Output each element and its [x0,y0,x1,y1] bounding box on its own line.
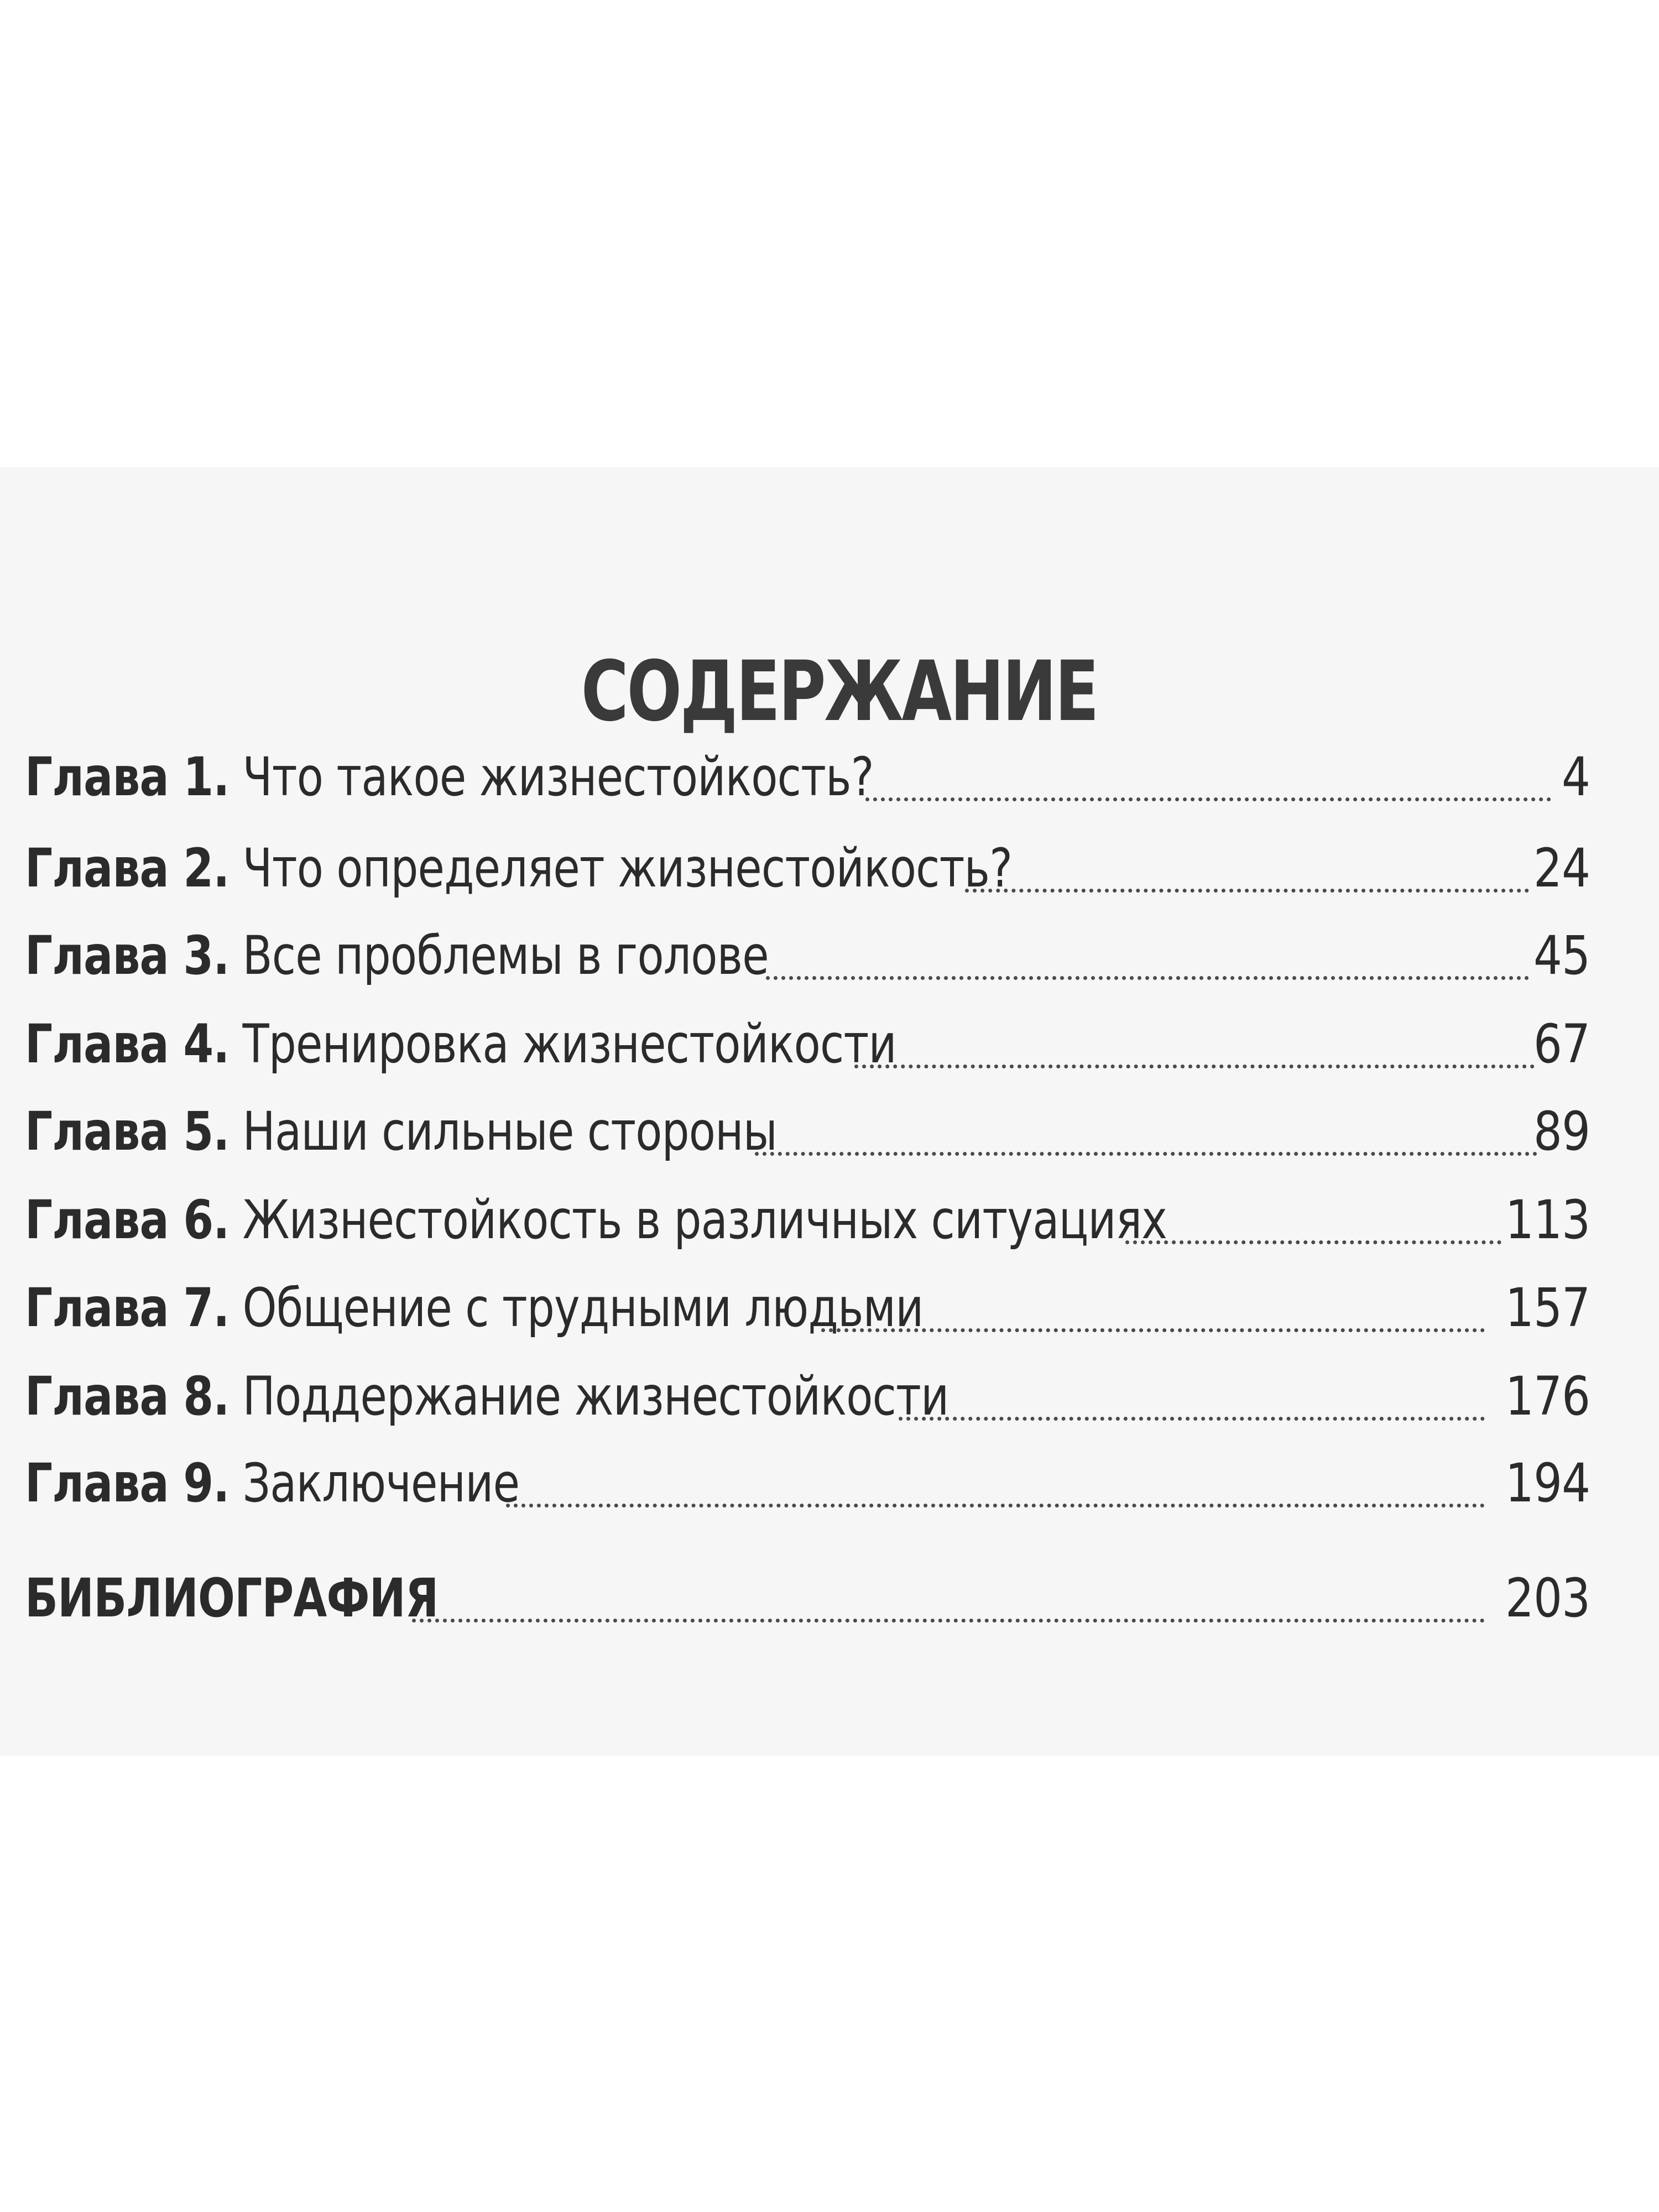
toc-chapter-number: БИБЛИОГРАФИЯ [25,1567,439,1629]
toc-chapter-title: Что такое жизнестойкость? [242,746,874,808]
toc-dot-leader [766,976,1529,980]
toc-entry-label [25,1355,948,1438]
toc-entry-label [25,1003,896,1086]
toc-dot-leader [821,1328,1485,1332]
table-of-contents [25,735,1590,1648]
toc-chapter-number: Глава 5. [25,1100,229,1162]
toc-dot-leader [965,889,1529,893]
toc-dot-leader [412,1619,1485,1623]
toc-dot-leader [506,1504,1485,1507]
toc-page-number: 24 [1533,837,1590,899]
toc-entry[interactable] [25,914,1590,997]
toc-entry-label [25,914,769,997]
toc-page-number: 89 [1533,1100,1590,1162]
toc-entry[interactable] [25,1178,1590,1261]
toc-chapter-title: Общение с трудными людьми [242,1277,924,1339]
toc-entry[interactable] [25,1266,1590,1349]
toc-chapter-title: Жизнестойкость в различных ситуациях [242,1189,1167,1251]
toc-entry[interactable] [25,1557,1590,1640]
toc-chapter-number: Глава 4. [25,1013,229,1075]
toc-chapter-number: Глава 2. [25,837,229,899]
toc-entry-label [25,1557,439,1640]
toc-chapter-number: Глава 7. [25,1277,229,1339]
toc-entry-label [25,1442,519,1525]
toc-chapter-number: Глава 1. [25,746,229,808]
toc-chapter-number: Глава 9. [25,1452,229,1514]
toc-page-number: 113 [1505,1189,1590,1251]
page-title: СОДЕРЖАНИЕ [581,643,1098,740]
toc-dot-leader [899,1417,1485,1421]
toc-entry[interactable] [25,1003,1590,1086]
toc-page-number: 45 [1533,925,1590,987]
toc-entry[interactable] [25,827,1590,910]
toc-dot-leader [865,797,1551,801]
toc-entry[interactable] [25,1090,1590,1173]
toc-page-number: 203 [1505,1567,1590,1629]
toc-chapter-title: Поддержание жизнестойкости [242,1365,949,1427]
toc-page-number: 4 [1561,746,1590,808]
toc-entry[interactable] [25,735,1590,818]
toc-page-number: 194 [1505,1452,1590,1514]
toc-dot-leader [1125,1240,1501,1244]
toc-entry[interactable] [25,1442,1590,1525]
toc-page-number: 176 [1505,1365,1590,1427]
toc-chapter-title: Тренировка жизнестойкости [242,1013,896,1075]
toc-chapter-number: Глава 6. [25,1189,229,1251]
toc-page-number: 157 [1505,1277,1590,1339]
toc-dot-leader [755,1152,1537,1156]
toc-entry-label [25,735,874,818]
toc-entry-label [25,827,1012,910]
toc-entry-label [25,1090,777,1173]
toc-dot-leader [854,1065,1535,1068]
toc-entry[interactable] [25,1355,1590,1438]
toc-chapter-title: Все проблемы в голове [242,925,769,987]
toc-chapter-number: Глава 8. [25,1365,229,1427]
toc-entry-label [25,1178,1167,1261]
toc-chapter-title: Наши сильные стороны [242,1100,778,1162]
toc-page-number: 67 [1533,1013,1590,1075]
toc-entry-label [25,1266,924,1349]
toc-chapter-title: Что определяет жизнестойкость? [242,837,1013,899]
toc-chapter-title: Заключение [242,1452,520,1514]
toc-chapter-number: Глава 3. [25,925,229,987]
